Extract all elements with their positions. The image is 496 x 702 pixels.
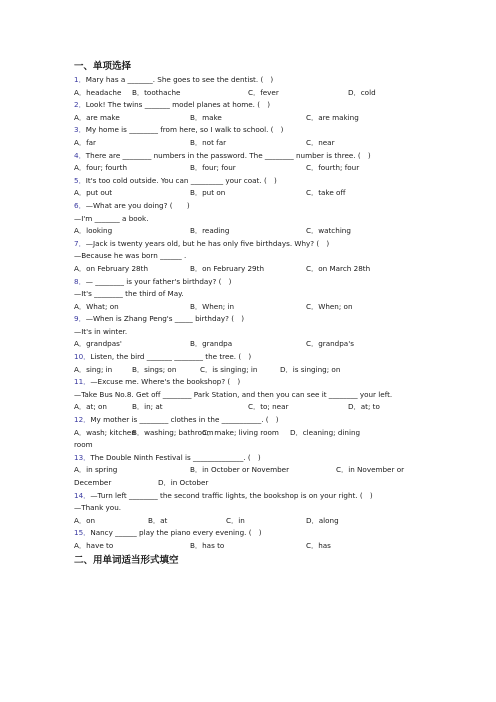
- question-stem: [74, 200, 424, 213]
- option: B．at: [148, 515, 168, 525]
- option: C．are making: [306, 112, 359, 122]
- option: D．at; to: [348, 402, 380, 412]
- options-row: [74, 187, 424, 200]
- option: C．watching: [306, 226, 351, 236]
- option: C．on March 28th: [306, 263, 371, 273]
- question-text: My home is ________ from here, so I walk to school. ( ): [85, 125, 284, 135]
- question-number: 8．: [74, 276, 86, 286]
- option: C．has: [306, 540, 331, 550]
- options-row: [74, 162, 424, 175]
- question-text: The Double Ninth Festival is ______________. ( ): [90, 452, 261, 462]
- question-number: 11．: [74, 377, 91, 387]
- question-number: 12．: [74, 415, 91, 425]
- option-continuation: December: [74, 478, 112, 487]
- answer-line: —It's ________ the third of May.: [74, 289, 184, 299]
- question-number: 1．: [74, 75, 86, 84]
- option: C．grandpa's: [306, 339, 354, 349]
- option: A．at; on: [74, 402, 107, 412]
- option: A．in spring: [74, 465, 118, 475]
- answer-line: —Because he was born ______ .: [74, 251, 187, 261]
- section-title: 一、单项选择: [74, 61, 132, 72]
- question-text: My mother is ________ clothes in the ___________. ( ): [90, 415, 279, 425]
- question-text: —Jack is twenty years old, but he has only five birthdays. Why? ( ): [85, 238, 330, 248]
- option: C．in: [226, 515, 245, 525]
- question-number: 6．: [74, 200, 86, 210]
- option: A．headache: [74, 87, 122, 97]
- option: B．toothache: [132, 87, 181, 97]
- answer-line: —It's in winter.: [74, 326, 128, 336]
- question-stem: [74, 527, 424, 540]
- question-stem: [74, 74, 424, 87]
- question-text: —Excuse me. Where's the bookshop? ( ): [90, 377, 241, 387]
- question-number: 15．: [74, 528, 91, 538]
- option: B．make: [190, 112, 222, 122]
- options-row: [74, 540, 424, 553]
- options-row: [74, 464, 424, 477]
- question-stem: [74, 238, 424, 251]
- worksheet: [74, 60, 424, 568]
- option: D．is singing; on: [280, 364, 341, 374]
- options-row: [74, 137, 424, 150]
- option: B．on February 29th: [190, 263, 265, 273]
- question-text: It's too cold outside. You can _________ your coat. ( ): [85, 175, 277, 185]
- option: A．are make: [74, 112, 120, 122]
- options-row: [74, 338, 424, 351]
- option: C．in November or: [336, 465, 405, 475]
- question-text: There are ________ numbers in the password. The ________ number is three. ( ): [85, 150, 371, 160]
- question-number: 7．: [74, 238, 86, 248]
- question-number: 9．: [74, 314, 86, 324]
- option: B．reading: [190, 226, 230, 236]
- question-stem: [74, 276, 424, 289]
- question-stem: [74, 351, 424, 364]
- option: C．fourth; four: [306, 163, 360, 173]
- option: A．far: [74, 137, 96, 147]
- option: A．have to: [74, 540, 114, 550]
- answer-line: —Take Bus No.8. Get off ________ Park Station, and then you can see it ________ your left.: [74, 389, 393, 399]
- option: A．looking: [74, 226, 113, 236]
- question-number: 5．: [74, 175, 86, 185]
- options-row: [74, 427, 424, 440]
- option: B．has to: [190, 540, 225, 550]
- question-text: — ________ is your father's birthday? ( ): [85, 276, 232, 286]
- question-stem: [74, 452, 424, 465]
- option: A．on: [74, 515, 96, 525]
- question-stem: [74, 376, 424, 389]
- option: B．When; in: [190, 301, 235, 311]
- question-stem: [74, 414, 424, 427]
- question-text: —When is Zhang Peng's _____ birthday? ( ): [85, 314, 245, 324]
- option: B．grandpa: [190, 339, 233, 349]
- question-stem: [74, 124, 424, 137]
- option: B．not far: [190, 137, 227, 147]
- question-text: Listen, the bird _______ ________ the tree. ( ): [90, 352, 252, 362]
- option: B．in; at: [132, 402, 163, 412]
- option: D．in October: [158, 478, 209, 487]
- option: C．fever: [248, 87, 279, 97]
- options-row: [74, 364, 424, 377]
- option: C．When; on: [306, 301, 353, 311]
- question-number: 13．: [74, 452, 91, 462]
- option: D．cold: [348, 87, 376, 97]
- option: B．in October or November: [190, 465, 290, 475]
- options-row: [74, 515, 424, 528]
- option-continuation: room: [74, 440, 93, 450]
- option: D．cleaning; dining: [290, 427, 361, 437]
- option: C．take off: [306, 188, 346, 198]
- option: A．What; on: [74, 301, 119, 311]
- answer-line: —I'm _______ a book.: [74, 213, 149, 223]
- option: C．to; near: [248, 402, 289, 412]
- option: A．four; fourth: [74, 163, 128, 173]
- option: A．put out: [74, 188, 113, 198]
- options-row: [74, 401, 424, 414]
- section-title: 二、用单词适当形式填空: [74, 554, 179, 566]
- question-number: 14．: [74, 490, 91, 500]
- question-text: Look! The twins _______ model planes at home. ( ): [85, 100, 271, 110]
- question-number: 3．: [74, 125, 86, 135]
- options-row: [74, 112, 424, 125]
- option: C．is singing; in: [200, 364, 258, 374]
- question-stem: [74, 175, 424, 188]
- options-row: [74, 225, 424, 238]
- option: D．along: [306, 515, 339, 525]
- question-number: 2．: [74, 100, 86, 110]
- question-text: Nancy ______ play the piano every evening. ( ): [90, 528, 262, 538]
- question-list: [74, 74, 424, 553]
- question-number: 4．: [74, 150, 86, 160]
- answer-line: —Thank you.: [74, 503, 122, 513]
- option: B．four; four: [190, 163, 236, 173]
- question-stem: [74, 99, 424, 112]
- question-text: —What are you doing? ( ): [85, 200, 190, 210]
- option: A．wash; kitchen: [74, 427, 136, 437]
- option: C．near: [306, 137, 335, 147]
- question-text: —Turn left ________ the second traffic lights, the bookshop is on your right. ( ): [90, 490, 373, 500]
- option: A．on February 28th: [74, 263, 148, 273]
- question-number: 10．: [74, 352, 91, 362]
- option: B．washing; bathroom: [132, 427, 214, 437]
- options-row: [74, 477, 424, 490]
- question-stem: [74, 150, 424, 163]
- options-row: [74, 301, 424, 314]
- options-row: [74, 87, 424, 100]
- option: C．make; living room: [202, 427, 279, 437]
- options-row: [74, 263, 424, 276]
- option: B．sings; on: [132, 364, 177, 374]
- question-stem: [74, 313, 424, 326]
- question-stem: [74, 490, 424, 503]
- option: A．sing; in: [74, 364, 113, 374]
- option: B．put on: [190, 188, 226, 198]
- option: A．grandpas': [74, 339, 122, 349]
- question-text: Mary has a _______. She goes to see the dentist. ( ): [85, 75, 274, 84]
